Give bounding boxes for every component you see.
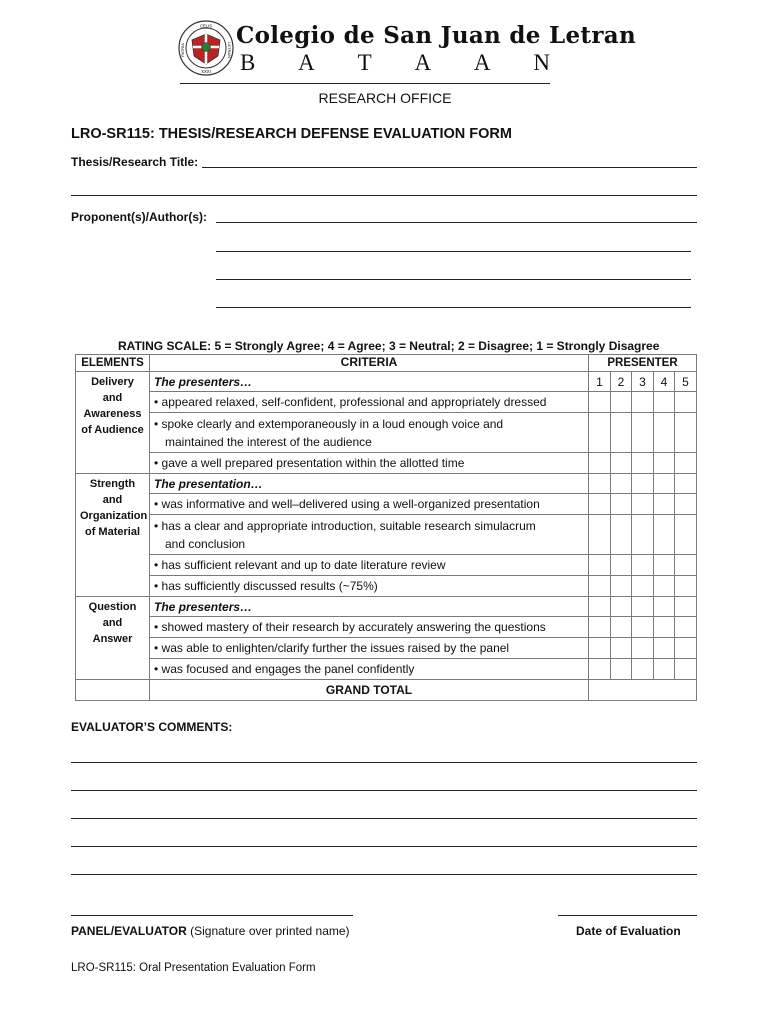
score-cell[interactable] [611,617,632,638]
criteria-header: CRITERIA [150,355,589,372]
table-header-row [76,355,697,372]
seal-text-left: PATRIA [180,43,185,57]
score-cell[interactable] [611,515,632,555]
score-cell[interactable] [589,576,611,597]
proponent-input-line[interactable] [216,307,691,308]
score-cell[interactable] [589,617,611,638]
score-cell[interactable] [611,597,632,617]
score-cell[interactable] [611,576,632,597]
score-cell[interactable] [654,474,675,494]
score-cell[interactable] [632,617,654,638]
score-cell[interactable] [654,617,675,638]
criterion: • has sufficiently discussed results (~75%) [150,576,589,597]
score-cell[interactable] [675,576,697,597]
score-cell[interactable] [589,494,611,515]
criterion: • appeared relaxed, self-confident, professional and appropriately dressed [150,392,589,413]
element-cell: Strength and Organization of Material [76,474,150,597]
criterion: • has a clear and appropriate introduction, suitable research simulacrum and conclusion [150,515,589,555]
score-cell[interactable] [589,515,611,555]
office-name: RESEARCH OFFICE [318,90,452,106]
score-cell[interactable] [654,453,675,474]
form-title: LRO-SR115: THESIS/RESEARCH DEFENSE EVALUATION FORM [71,126,512,142]
score-cell[interactable] [675,494,697,515]
score-cell[interactable] [611,494,632,515]
score-cell[interactable] [632,413,654,453]
comments-label: EVALUATOR’S COMMENTS: [71,720,233,734]
table-row [76,659,697,680]
presenter-header: PRESENTER [589,355,697,372]
score-column-5-header: 5 [675,372,697,392]
score-column-3-header: 3 [632,372,654,392]
score-cell[interactable] [654,576,675,597]
score-cell[interactable] [675,638,697,659]
seal-text-top: CELIS [199,23,213,29]
title-input-line-2[interactable] [71,195,697,196]
title-input-line[interactable] [202,167,697,168]
score-cell[interactable] [675,515,697,555]
criterion: • has sufficient relevant and up to date literature review [150,555,589,576]
score-cell[interactable] [589,413,611,453]
table-row [76,638,697,659]
score-cell[interactable] [632,515,654,555]
evaluation-table [75,354,697,701]
footer-text: LRO-SR115: Oral Presentation Evaluation Form [71,962,316,974]
score-cell[interactable] [654,659,675,680]
proponent-input-line[interactable] [216,222,697,223]
college-seal-icon [178,20,234,76]
date-label: Date of Evaluation [576,924,681,938]
score-cell[interactable] [632,597,654,617]
score-cell[interactable] [654,555,675,576]
proponent-input-line[interactable] [216,279,691,280]
score-cell[interactable] [611,474,632,494]
criteria-heading: The presenters… [150,372,589,392]
score-cell[interactable] [611,659,632,680]
grand-total-label: GRAND TOTAL [150,680,589,701]
score-cell[interactable] [589,474,611,494]
criterion: • was informative and well–delivered using a well-organized presentation [150,494,589,515]
grand-total-empty [76,680,150,701]
score-cell[interactable] [632,494,654,515]
campus-letter: A [473,50,491,75]
score-cell[interactable] [675,413,697,453]
table-row [76,597,697,617]
score-cell[interactable] [611,555,632,576]
proponents-label: Proponent(s)/Author(s): [71,210,207,224]
campus-letter: B [240,50,256,75]
table-row [76,555,697,576]
college-name: Colegio de San Juan de Letran [236,22,636,49]
comment-line[interactable] [71,818,697,819]
score-cell[interactable] [675,555,697,576]
criterion: • was able to enlighten/clarify further the issues raised by the panel [150,638,589,659]
score-cell[interactable] [589,659,611,680]
score-cell[interactable] [589,453,611,474]
score-cell[interactable] [675,453,697,474]
score-cell[interactable] [675,617,697,638]
score-cell[interactable] [632,555,654,576]
criteria-heading: The presentation… [150,474,589,494]
seal-text-bottom: XXXI [201,69,211,74]
score-column-2-header: 2 [611,372,632,392]
score-cell[interactable] [589,392,611,413]
score-cell[interactable] [675,597,697,617]
score-column-4-header: 4 [654,372,675,392]
signature-line[interactable] [71,915,353,916]
table-row [76,515,697,555]
score-cell[interactable] [654,597,675,617]
element-cell: Question and Answer [76,597,150,680]
score-cell[interactable] [632,638,654,659]
header-divider [180,83,550,84]
comment-line[interactable] [71,762,697,763]
table-row [76,494,697,515]
score-cell[interactable] [632,576,654,597]
score-cell[interactable] [611,638,632,659]
score-cell[interactable] [654,494,675,515]
elements-header: ELEMENTS [76,355,150,372]
score-cell[interactable] [632,659,654,680]
rating-scale: RATING SCALE: 5 = Strongly Agree; 4 = Agree; 3 = Neutral; 2 = Disagree; 1 = Strongly Disagree [118,339,660,353]
table-row [76,453,697,474]
score-cell[interactable] [654,413,675,453]
score-cell[interactable] [654,392,675,413]
date-line[interactable] [558,915,697,916]
score-cell[interactable] [589,597,611,617]
campus-letter: N [533,50,550,75]
comment-line[interactable] [71,846,697,847]
score-cell[interactable] [675,392,697,413]
table-row [76,617,697,638]
criterion: • showed mastery of their research by accurately answering the questions [150,617,589,638]
criteria-heading: The presenters… [150,597,589,617]
score-cell[interactable] [632,474,654,494]
signature-label: PANEL/EVALUATOR (Signature over printed name) [71,924,350,938]
score-column-1-header: 1 [589,372,611,392]
grand-total-row [76,680,697,701]
title-label: Thesis/Research Title: [71,155,199,169]
criterion: • was focused and engages the panel confidently [150,659,589,680]
score-cell[interactable] [654,515,675,555]
score-cell[interactable] [654,638,675,659]
score-cell[interactable] [675,659,697,680]
comment-line[interactable] [71,874,697,875]
score-cell[interactable] [611,453,632,474]
seal-text-right: LETRAN [227,42,232,58]
table-row [76,576,697,597]
score-cell[interactable] [589,638,611,659]
table-row [76,372,697,392]
grand-total-cell[interactable] [589,680,697,701]
table-row [76,474,697,494]
campus-name [240,50,550,76]
score-cell[interactable] [611,392,632,413]
table-row [76,392,697,413]
score-cell[interactable] [632,453,654,474]
score-cell[interactable] [675,474,697,494]
campus-letter: T [357,50,372,75]
element-cell: Delivery and Awareness of Audience [76,372,150,474]
campus-letter: A [298,50,315,75]
campus-letter: A [414,50,432,75]
criterion: • spoke clearly and extemporaneously in a loud enough voice and maintained the interest of the audience [150,413,589,453]
table-row [76,413,697,453]
comment-line[interactable] [71,790,697,791]
criterion: • gave a well prepared presentation within the allotted time [150,453,589,474]
score-cell[interactable] [589,555,611,576]
score-cell[interactable] [611,413,632,453]
proponent-input-line[interactable] [216,251,691,252]
score-cell[interactable] [632,392,654,413]
